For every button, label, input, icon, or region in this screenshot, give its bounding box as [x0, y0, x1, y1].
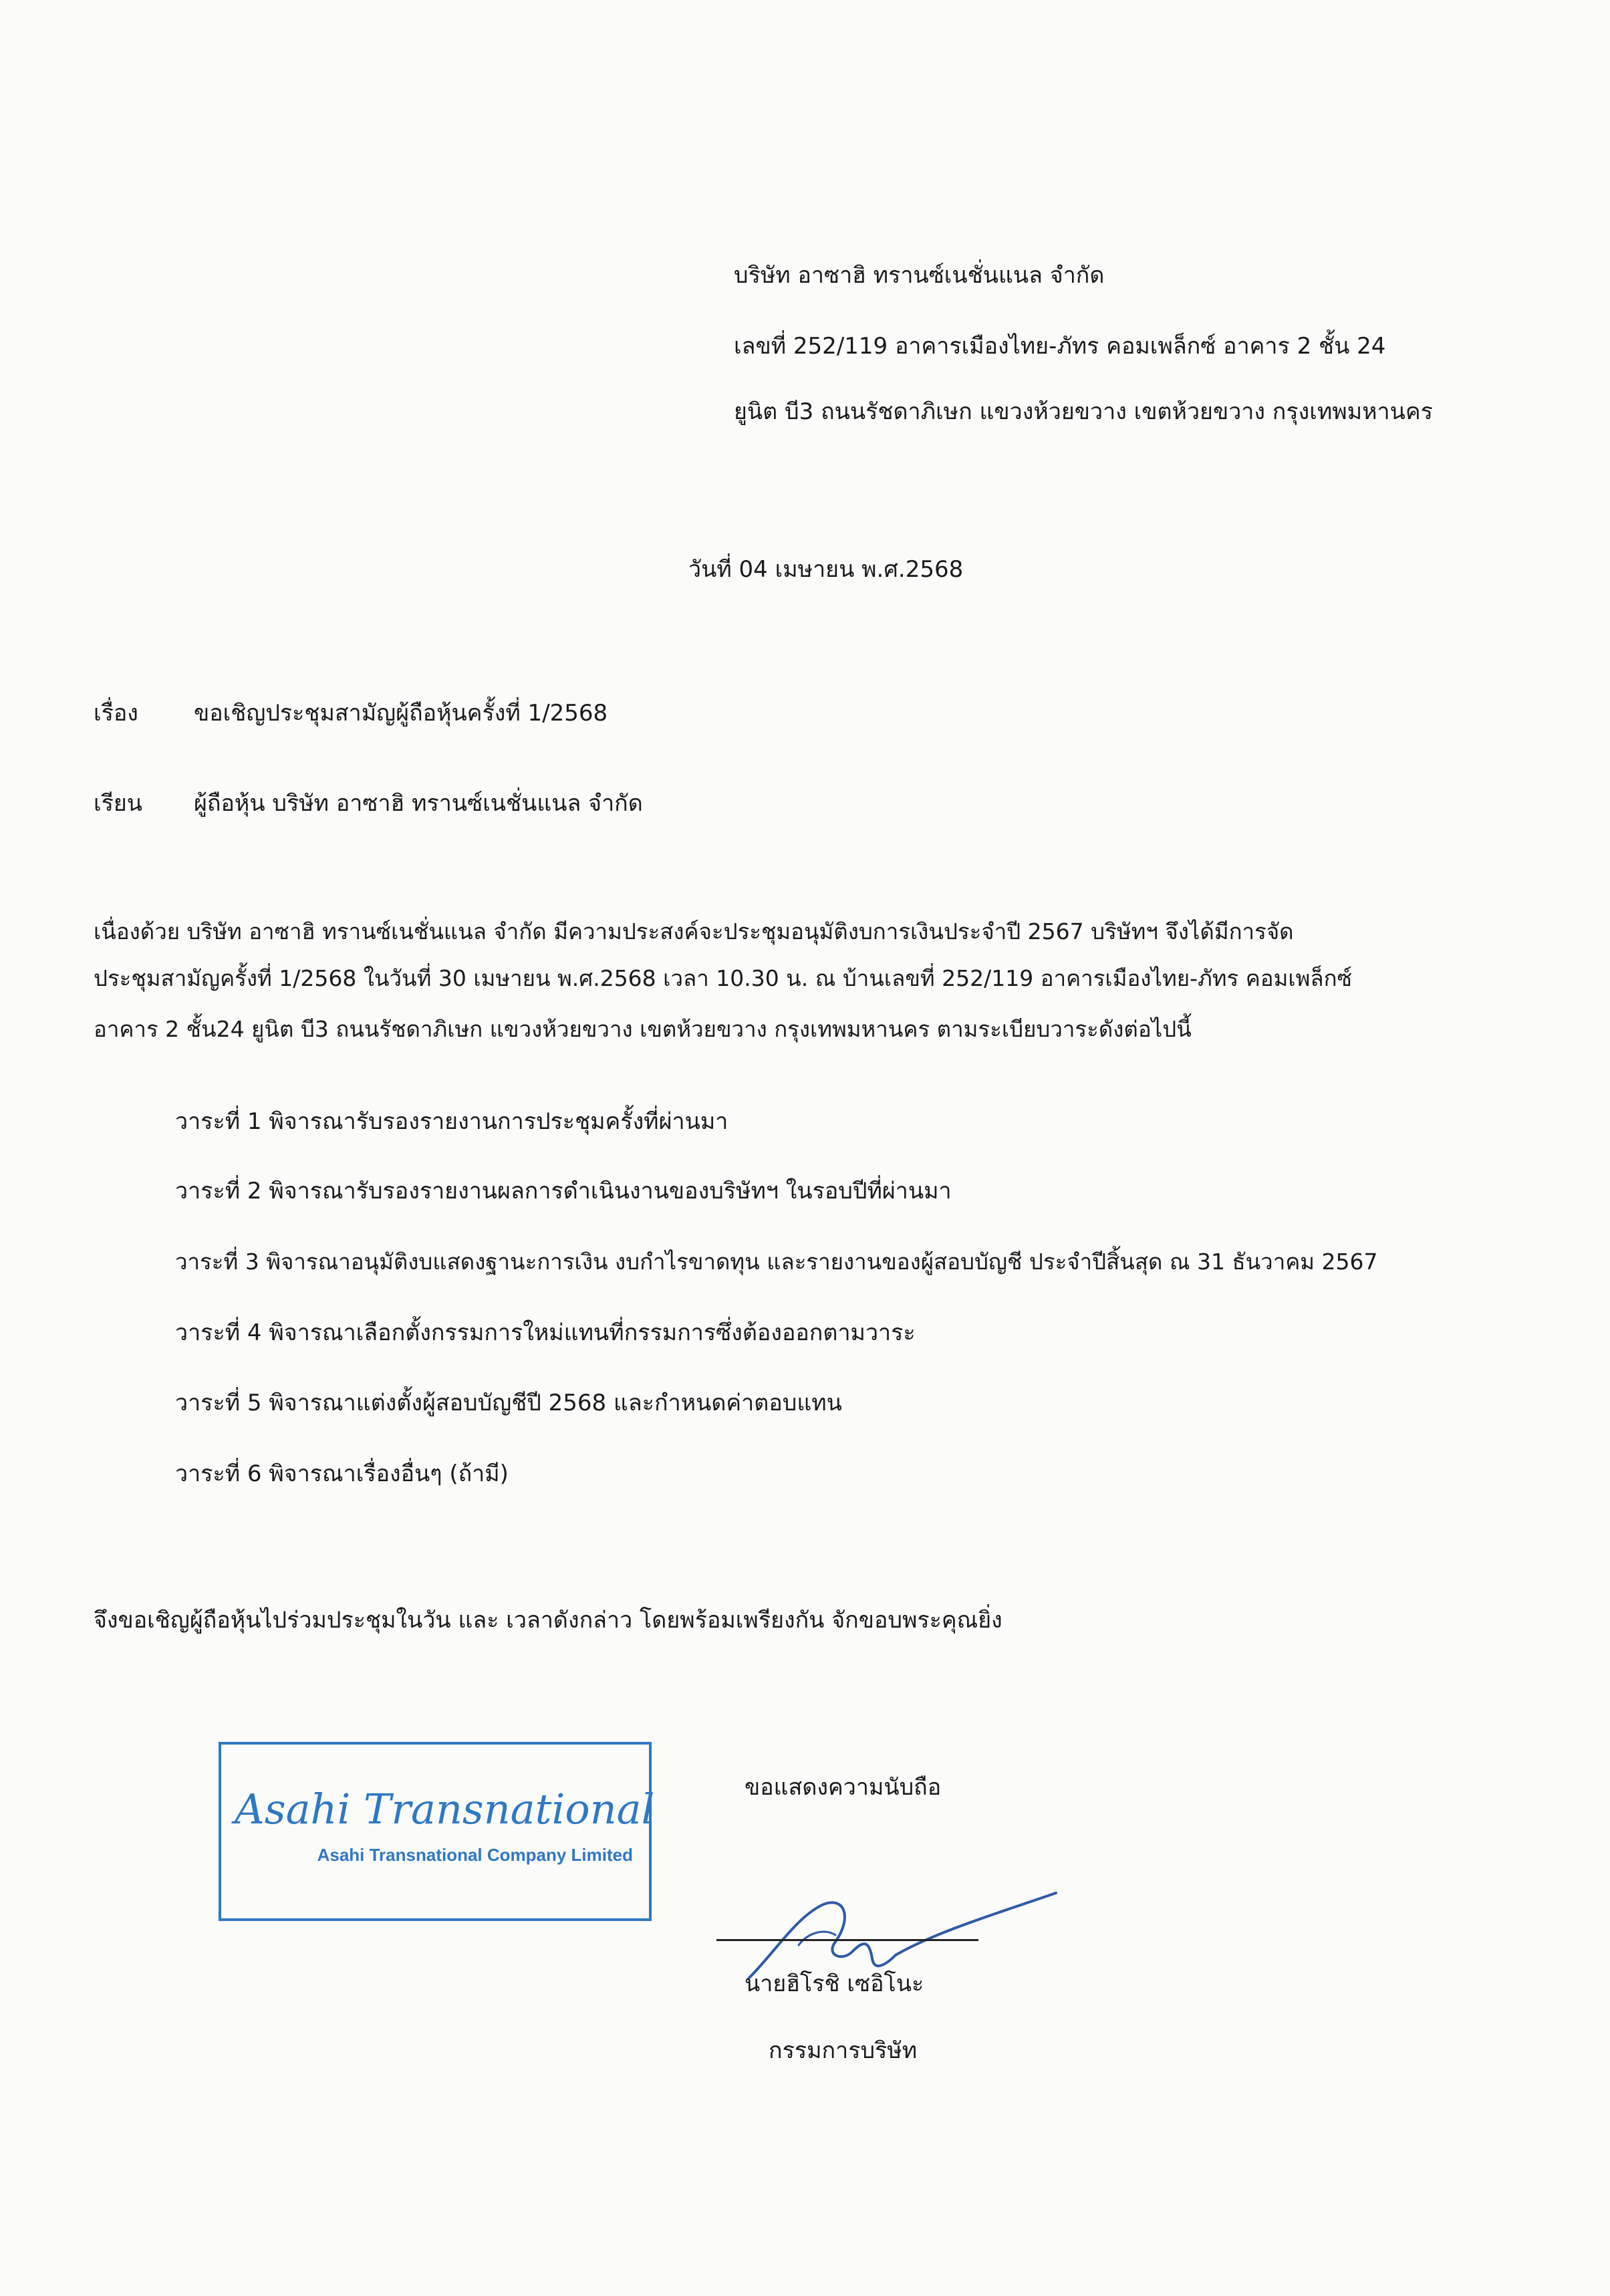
letter-date: วันที่ 04 เมษายน พ.ศ.2568: [688, 556, 964, 583]
closing-paragraph: จึงขอเชิญผู้ถือหุ้นไปร่วมประชุมในวัน และ เวลาดังกล่าว โดยพร้อมเพรียงกัน จักขอบพระคุณยิ่ง: [94, 1607, 1002, 1634]
agenda-item: วาระที่ 6 พิจารณาเรื่องอื่นๆ (ถ้ามี): [175, 1460, 509, 1487]
agenda-item: วาระที่ 2 พิจารณารับรองรายงานผลการดำเนินงานของบริษัทฯ ในรอบปีที่ผ่านมา: [175, 1178, 952, 1204]
agenda-item: วาระที่ 4 พิจารณาเลือกตั้งกรรมการใหม่แทนที่กรรมการซึ่งต้องออกตามวาระ: [175, 1319, 916, 1346]
body-paragraph-line: ประชุมสามัญครั้งที่ 1/2568 ในวันที่ 30 เมษายน พ.ศ.2568 เวลา 10.30 น. ณ บ้านเลขที่ 252/119 อาคารเมืองไทย-ภัทร คอมเพล็กซ์: [94, 965, 1352, 991]
company-address-line: เลขที่ 252/119 อาคารเมืองไทย-ภัทร คอมเพล็กซ์ อาคาร 2 ชั้น 24: [734, 333, 1386, 360]
body-paragraph-line: เนื่องด้วย บริษัท อาซาฮิ ทรานซ์เนชั่นแนล จำกัด มีความประสงค์จะประชุมอนุมัติงบการเงินประจำปี 2567 บริษัทฯ จึงได้มีการจัด: [94, 918, 1294, 944]
company-address-line: ยูนิต บี3 ถนนรัชดาภิเษก แขวงห้วยขวาง เขตห้วยขวาง กรุงเทพมหานคร: [734, 398, 1433, 425]
company-stamp: [219, 1742, 655, 1921]
signatory-position: กรรมการบริษัท: [769, 2037, 918, 2064]
signatory-name: นายฮิโรชิ เซอิโนะ: [745, 1970, 924, 1997]
subject-line: [94, 698, 608, 728]
recipient-text: ผู้ถือหุ้น บริษัท อาซาฮิ ทรานซ์เนชั่นแนล จำกัด: [194, 790, 643, 817]
agenda-item: วาระที่ 5 พิจารณาแต่งตั้งผู้สอบบัญชีปี 2568 และกำหนดค่าตอบแทน: [175, 1390, 842, 1416]
closing-salutation: ขอแสดงความนับถือ: [745, 1774, 942, 1801]
subject-text: ขอเชิญประชุมสามัญผู้ถือหุ้นครั้งที่ 1/2568: [194, 700, 608, 727]
subject-label: เรื่อง: [94, 700, 138, 727]
agenda-item: วาระที่ 1 พิจารณารับรองรายงานการประชุมครั้งที่ผ่านมา: [175, 1108, 728, 1135]
stamp-subtitle: Asahi Transnational Company Limited: [317, 1845, 633, 1865]
agenda-item: วาระที่ 3 พิจารณาอนุมัติงบแสดงฐานะการเงิน งบกำไรขาดทุน และรายงานของผู้สอบบัญชี ประจำปีสิ้นสุด ณ 31 ธันวาคม 2567: [175, 1249, 1378, 1275]
signature-line: [716, 1939, 978, 1941]
recipient-line: [94, 789, 643, 818]
company-name: บริษัท อาซาฮิ ทรานซ์เนชั่นแนล จำกัด: [734, 262, 1105, 289]
recipient-label: เรียน: [94, 790, 143, 817]
stamp-title: Asahi Transnational: [235, 1785, 655, 1833]
body-paragraph-line: อาคาร 2 ชั้น24 ยูนิต บี3 ถนนรัชดาภิเษก แขวงห้วยขวาง เขตห้วยขวาง กรุงเทพมหานคร ตามระเบียบวาระดังต่อไปนี้: [94, 1016, 1192, 1042]
